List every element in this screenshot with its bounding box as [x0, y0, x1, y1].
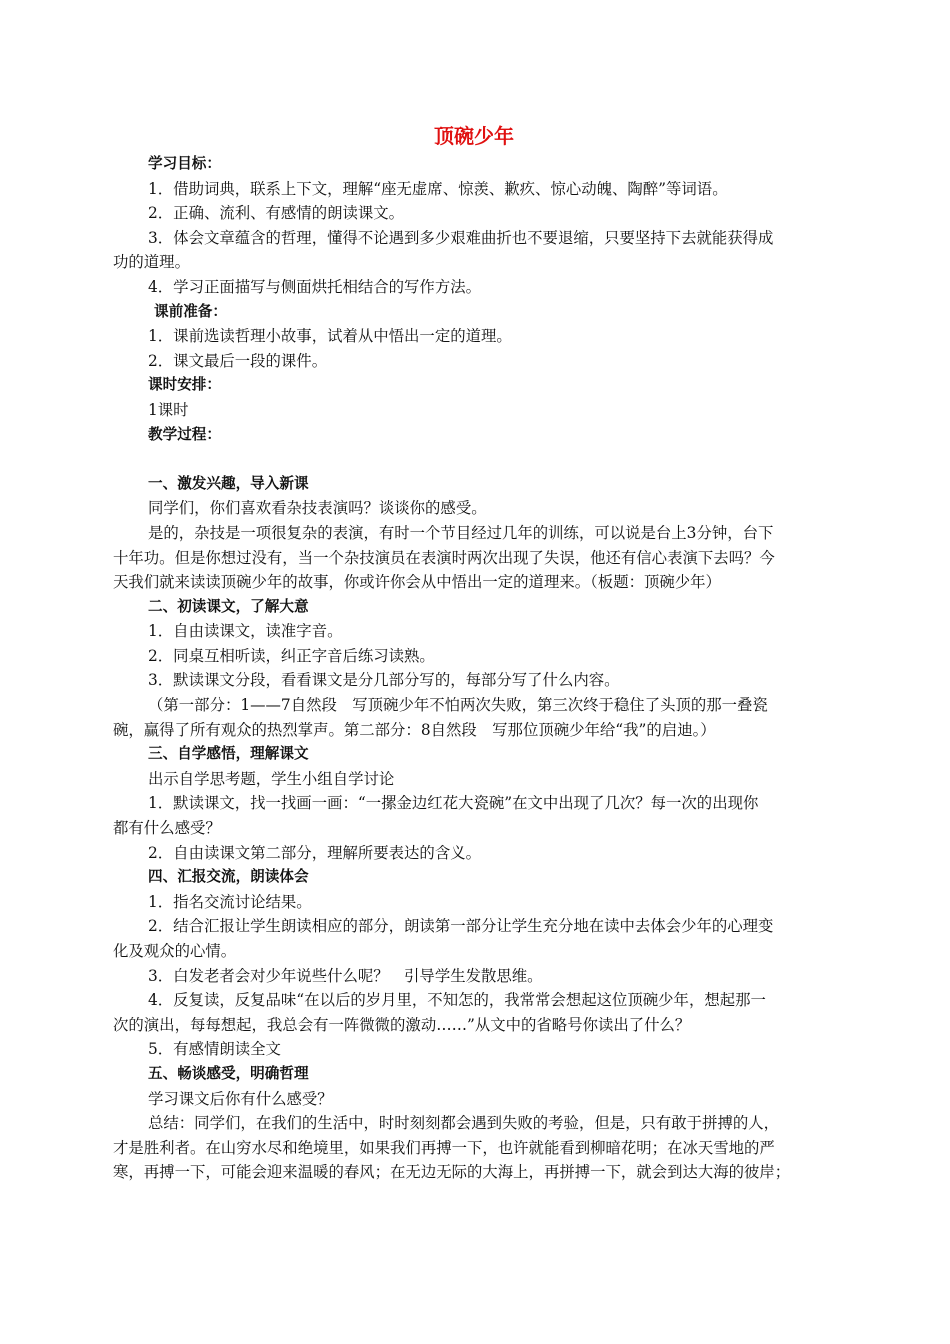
section-5-para-2-cont: 才是胜利者。在山穷水尽和绝境里，如果我们再搏一下，也许就能看到柳暗花明；在冰天雪地的严 [113, 1138, 775, 1157]
section-5-para-1: 学习课文后你有什么感受？ [148, 1089, 333, 1108]
process-heading: 教学过程： [148, 425, 221, 443]
section-2-note: （第一部分：1——7自然段 写顶碗少年不怕两次失败，第三次终于稳住了头顶的那一叠瓷 [148, 696, 768, 715]
schedule-heading: 课时安排： [148, 376, 221, 394]
section-1-heading: 一、激发兴趣，导入新课 [148, 474, 309, 492]
section-4-item-3: 3．白发老者会对少年说些什么呢？ 引导学生发散思维。 [148, 966, 543, 985]
section-1-para-1: 同学们，你们喜欢看杂技表演吗？谈谈你的感受。 [148, 499, 487, 518]
section-2-item-1: 1．自由读课文，读准字音。 [148, 622, 343, 641]
section-2-heading: 二、初读课文，了解大意 [148, 597, 309, 615]
prep-item-1: 1．课前选读哲理小故事，试着从中悟出一定的道理。 [148, 327, 512, 346]
section-3-heading: 三、自学感悟，理解课文 [148, 745, 309, 763]
goals-item-3-cont: 功的道理。 [113, 253, 190, 272]
goals-item-3: 3．体会文章蕴含的哲理，懂得不论遇到多少艰难曲折也不要退缩，只要坚持下去就能获得成 [148, 228, 774, 247]
section-3-item-1: 1．默读课文，找一找画一画：“一摞金边红花大瓷碗”在文中出现了几次？每一次的出现你 [148, 794, 759, 813]
section-4-item-1: 1．指名交流讨论结果。 [148, 892, 312, 911]
goals-item-4: 4．学习正面描写与侧面烘托相结合的写作方法。 [148, 277, 481, 296]
section-3-intro: 出示自学思考题，学生小组自学讨论 [148, 769, 395, 788]
document-page [113, 120, 835, 1185]
section-4-item-4: 4．反复读，反复品味“在以后的岁月里，不知怎的，我常常会想起这位顶碗少年，想起那一 [148, 991, 766, 1010]
section-5-para-2: 总结：同学们，在我们的生活中，时时刻刻都会遇到失败的考验，但是，只有敢于拼搏的人， [148, 1114, 780, 1133]
prep-item-2: 2．课文最后一段的课件。 [148, 351, 328, 370]
section-2-item-2: 2．同桌互相听读，纠正字音后练习读熟。 [148, 646, 435, 665]
goals-item-2: 2．正确、流利、有感情的朗读课文。 [148, 204, 405, 223]
section-4-heading: 四、汇报交流，朗读体会 [148, 868, 309, 886]
section-4-item-5: 5．有感情朗读全文 [148, 1040, 281, 1059]
section-5-para-2-cont: 寒，再搏一下，可能会迎来温暖的春风；在无边无际的大海上，再拼搏一下，就会到达大海的彼岸； [113, 1163, 791, 1182]
section-3-item-2: 2．自由读课文第二部分，理解所要表达的含义。 [148, 843, 481, 862]
section-1-para-2-cont: 十年功。但是你想过没有，当一个杂技演员在表演时两次出现了失误，他还有信心表演下去吗？今 [113, 548, 775, 567]
section-1-para-2: 是的，杂技是一项很复杂的表演，有时一个节目经过几年的训练，可以说是台上3分钟，台下 [148, 523, 774, 542]
section-2-note-cont: 碗，赢得了所有观众的热烈掌声。第二部分：8自然段 写那位顶碗少年给“我”的启迪。） [113, 720, 716, 739]
schedule-value: 1课时 [148, 400, 189, 419]
section-3-item-1-cont: 都有什么感受？ [113, 819, 221, 838]
prep-heading: 课前准备： [154, 302, 227, 320]
section-4-item-2: 2．结合汇报让学生朗读相应的部分，朗读第一部分让学生充分地在读中去体会少年的心理变 [148, 917, 774, 936]
blank-line [113, 447, 835, 472]
section-1-para-2-cont: 天我们就来读读顶碗少年的故事，你或许你会从中悟出一定的道理来。（板题：顶碗少年） [113, 573, 721, 592]
document-title: 顶碗少年 [434, 124, 514, 148]
section-2-item-3: 3．默读课文分段，看看课文是分几部分写的，每部分写了什么内容。 [148, 671, 620, 690]
section-5-heading: 五、畅谈感受，明确哲理 [148, 1064, 309, 1082]
section-4-item-4-cont: 次的演出，每每想起，我总会有一阵微微的激动……”从文中的省略号你读出了什么？ [113, 1015, 691, 1034]
goals-heading: 学习目标： [148, 155, 221, 172]
section-4-item-2-cont: 化及观众的心情。 [113, 942, 237, 960]
goals-item-1: 1．借助词典，联系上下文，理解“座无虚席、惊羡、歉疚、惊心动魄、陶醉”等词语。 [148, 179, 728, 198]
